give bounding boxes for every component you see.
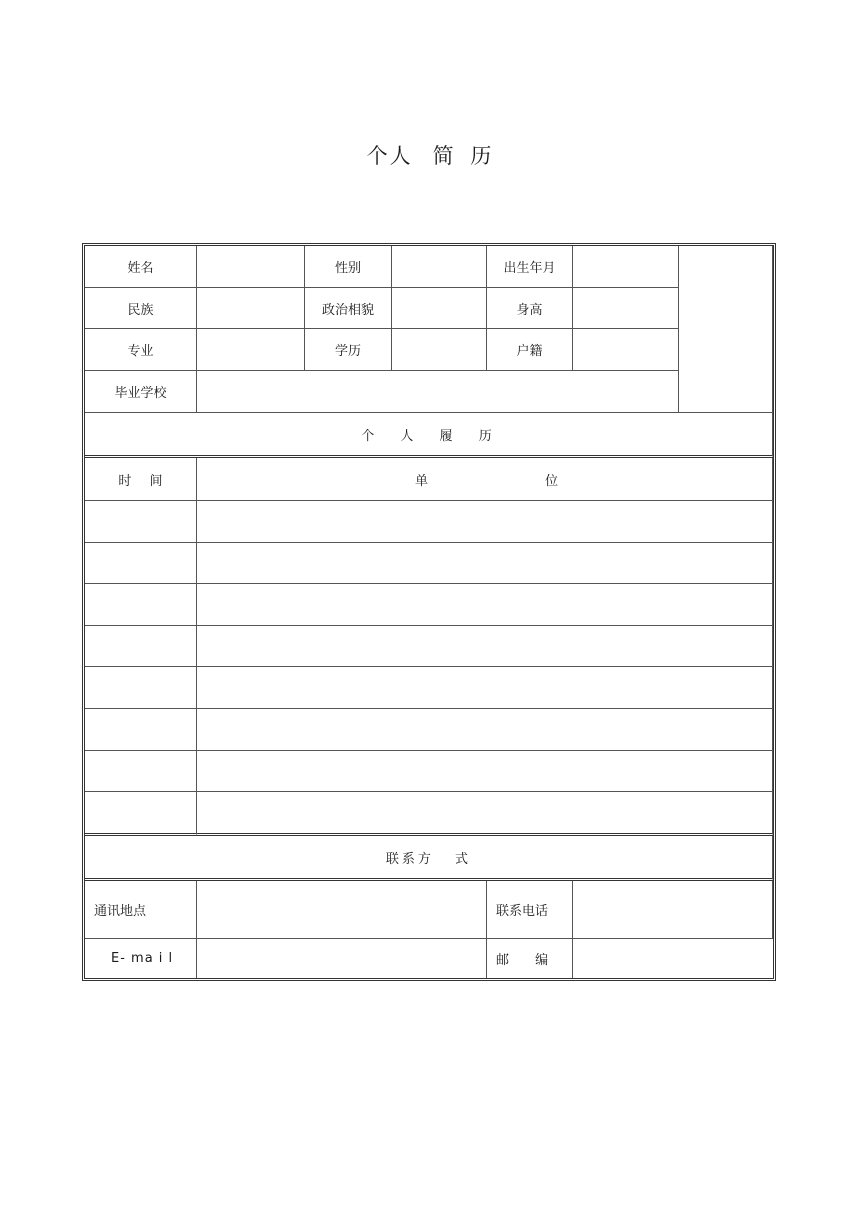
major-field[interactable] [197, 329, 305, 371]
phone-label: 联系电话 [487, 881, 573, 939]
resume-time-cell[interactable] [85, 751, 197, 792]
unit-header-char-1: 单 [415, 473, 429, 489]
education-field[interactable] [392, 329, 487, 371]
education-label: 学历 [305, 329, 392, 371]
hukou-label: 户籍 [487, 329, 573, 371]
document-title-part-1: 个人 [366, 144, 413, 168]
document-title-part-2: 简 历 [432, 144, 494, 168]
resume-time-cell[interactable] [85, 792, 197, 836]
resume-unit-cell[interactable] [197, 792, 773, 836]
resume-time-cell[interactable] [85, 667, 197, 709]
resume-unit-cell[interactable] [197, 751, 773, 792]
resume-time-cell[interactable] [85, 584, 197, 626]
contact-section-heading: 联系方 式 [85, 836, 773, 881]
resume-unit-cell[interactable] [197, 709, 773, 751]
resume-unit-cell[interactable] [197, 667, 773, 709]
major-label: 专业 [85, 329, 197, 371]
resume-form [82, 243, 776, 981]
resume-unit-cell[interactable] [197, 584, 773, 626]
time-column-header: 时 间 [85, 458, 197, 501]
resume-unit-cell[interactable] [197, 626, 773, 667]
name-field[interactable] [197, 246, 305, 288]
ethnicity-label: 民族 [85, 288, 197, 329]
school-label: 毕业学校 [85, 371, 197, 413]
address-field[interactable] [197, 881, 487, 939]
resume-time-cell[interactable] [85, 626, 197, 667]
resume-time-cell[interactable] [85, 543, 197, 584]
height-field[interactable] [573, 288, 679, 329]
political-status-label: 政治相貌 [305, 288, 392, 329]
email-label: E- ma i l [85, 939, 197, 978]
resume-unit-cell[interactable] [197, 543, 773, 584]
resume-time-cell[interactable] [85, 501, 197, 543]
hukou-field[interactable] [573, 329, 679, 371]
postcode-field[interactable] [573, 939, 773, 978]
photo-box[interactable] [679, 246, 773, 413]
height-label: 身高 [487, 288, 573, 329]
phone-field[interactable] [573, 881, 773, 939]
school-field[interactable] [197, 371, 679, 413]
address-label: 通讯地点 [85, 881, 197, 939]
unit-column-header [197, 458, 773, 501]
email-field[interactable] [197, 939, 487, 978]
ethnicity-field[interactable] [197, 288, 305, 329]
name-label: 姓名 [85, 246, 197, 288]
resume-time-cell[interactable] [85, 709, 197, 751]
birth-field[interactable] [573, 246, 679, 288]
birth-label: 出生年月 [487, 246, 573, 288]
resume-section-heading: 个 人 履 历 [85, 413, 773, 458]
resume-unit-cell[interactable] [197, 501, 773, 543]
postcode-label: 邮 编 [487, 939, 573, 978]
gender-label: 性别 [305, 246, 392, 288]
gender-field[interactable] [392, 246, 487, 288]
document-title [0, 140, 860, 170]
political-status-field[interactable] [392, 288, 487, 329]
unit-header-char-2: 位 [545, 473, 559, 489]
